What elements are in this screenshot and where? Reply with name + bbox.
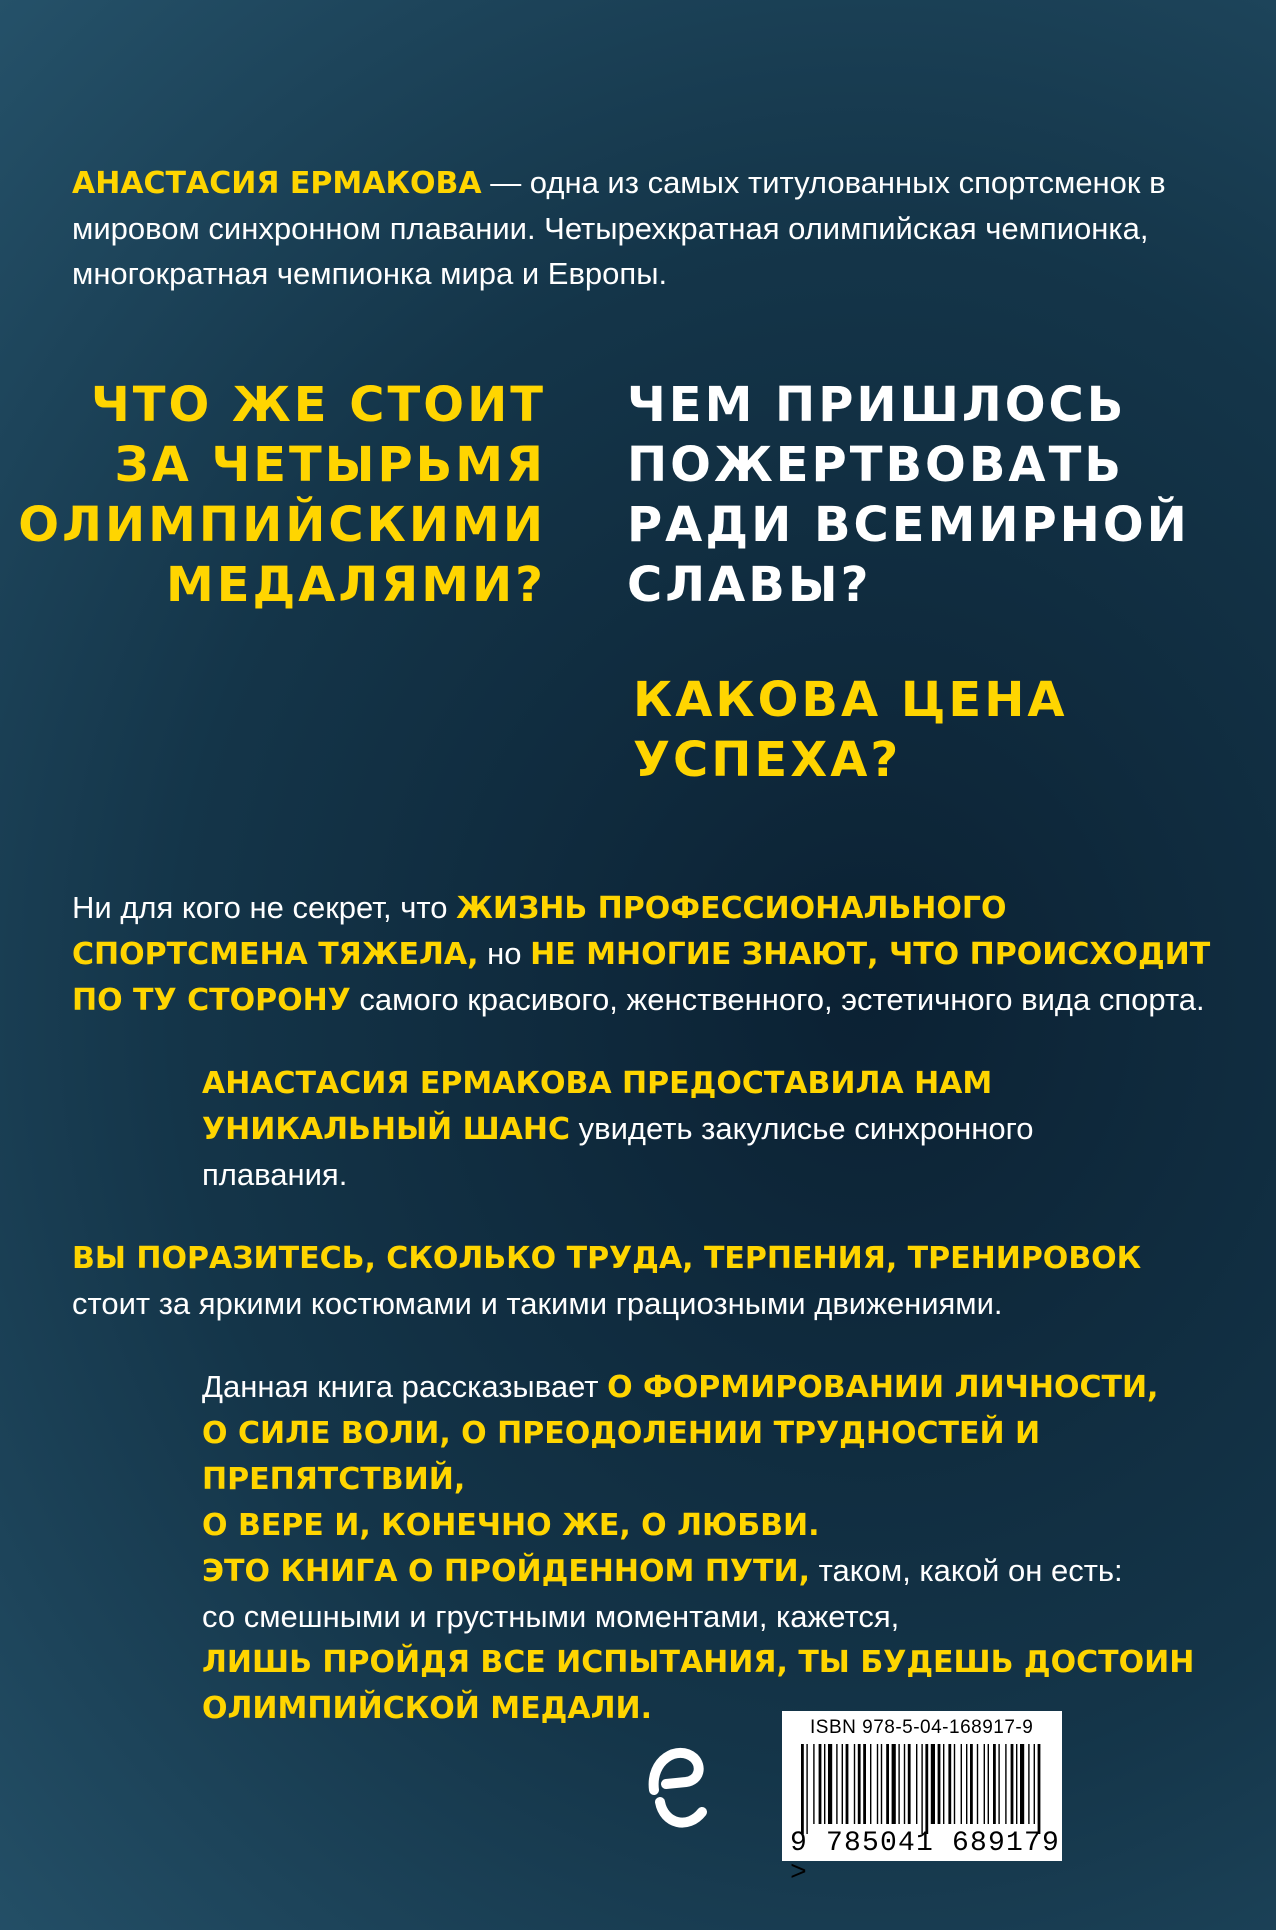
barcode-bar [970, 1744, 973, 1824]
barcode-bar [819, 1744, 822, 1824]
headline-right [627, 375, 1247, 615]
barcode-bar [948, 1744, 951, 1824]
headline-left [0, 375, 546, 615]
barcode-bar [925, 1744, 928, 1834]
barcode-bar [954, 1744, 955, 1824]
headline-line: КАКОВА ЦЕНА [633, 672, 1068, 728]
barcode-bar [1038, 1744, 1041, 1834]
barcode-bar [881, 1744, 882, 1824]
barcode-bar [943, 1744, 944, 1824]
barcode-bar [898, 1744, 899, 1824]
headline-line: ЗА ЧЕТЫРЬМЯ [114, 437, 546, 493]
text-span: самого красивого, женственного, эстетичного вида спорта. [350, 982, 1205, 1017]
isbn-digits: 9 785041 689179 > [790, 1828, 1061, 1889]
barcode-bar [908, 1744, 911, 1824]
barcode-bar [904, 1744, 905, 1824]
barcode-bar [961, 1744, 962, 1824]
highlight-span: О ВЕРЕ И, КОНЕЧНО ЖЕ, О ЛЮБВИ. [202, 1508, 820, 1543]
barcode-bar [824, 1744, 825, 1824]
paragraph-4 [202, 1364, 1262, 1731]
barcode-bar [977, 1744, 978, 1824]
barcode-bar [993, 1744, 996, 1824]
eksmo-logo-icon [646, 1740, 708, 1832]
highlight-span: ОЛИМПИЙСКОЙ МЕДАЛИ. [202, 1691, 652, 1726]
barcode-bar [846, 1744, 849, 1824]
text-span: стоит за яркими костюмами и такими грациозными движениями. [72, 1286, 1003, 1321]
barcode-bar [1034, 1744, 1035, 1824]
highlight-span: НЕ МНОГИЕ ЗНАЮТ, ЧТО ПРОИСХОДИТ ПО ТУ СТОРОНУ [72, 937, 1211, 1018]
barcode-bar [1020, 1744, 1024, 1824]
text-span: но [478, 936, 531, 971]
paragraph-1 [72, 885, 1242, 1023]
barcode-bar [892, 1744, 896, 1824]
barcode-bar [931, 1744, 935, 1824]
headline-line: ПОЖЕРТВОВАТЬ [627, 437, 1124, 493]
barcode-bar [984, 1744, 985, 1824]
barcode-bar [863, 1744, 866, 1824]
barcode-bar [938, 1744, 941, 1824]
barcode-icon [797, 1744, 1049, 1836]
headline-line: ЧТО ЖЕ СТОИТ [91, 377, 546, 433]
barcode-bar [801, 1744, 804, 1834]
isbn-barcode-box [782, 1711, 1062, 1889]
text-span: таком, какой он есть: [810, 1553, 1123, 1588]
author-name: АНАСТАСИЯ ЕРМАКОВА [72, 166, 482, 201]
headline-bottom [633, 670, 1133, 790]
barcode-bar [988, 1744, 989, 1824]
headline-line: ЧЕМ ПРИШЛОСЬ [627, 377, 1127, 433]
highlight-span: О СИЛЕ ВОЛИ, О ПРЕОДОЛЕНИИ ТРУДНОСТЕЙ И ПРЕПЯТСТВИЙ, [202, 1416, 1041, 1497]
barcode-bar [966, 1744, 967, 1824]
barcode-bar [828, 1744, 832, 1824]
barcode-bar [921, 1744, 922, 1834]
headline-line: ОЛИМПИЙСКИМИ [18, 497, 546, 553]
highlight-span: АНАСТАСИЯ ЕРМАКОВА ПРЕДОСТАВИЛА НАМ УНИКАЛЬНЫЙ ШАНС [202, 1066, 993, 1147]
paragraph-2 [202, 1060, 1102, 1197]
barcode-bar [870, 1744, 871, 1824]
barcode-bar [813, 1744, 814, 1824]
barcode-bar [1005, 1744, 1006, 1824]
barcode-bar [1011, 1744, 1014, 1824]
barcode-bar [916, 1744, 917, 1824]
highlight-span: ВЫ ПОРАЗИТЕСЬ, СКОЛЬКО ТРУДА, ТЕРПЕНИЯ, ТРЕНИРОВОК [72, 1241, 1142, 1276]
bio-text: — одна из самых титулованных спортсменок в мировом синхронном плавании. Четырехкратная олимпийская чемпионка, многократная чемпионка мира и Европы. [72, 165, 1166, 291]
highlight-span: ЛИШЬ ПРОЙДЯ ВСЕ ИСПЫТАНИЯ, ТЫ БУДЕШЬ ДОСТОИН [202, 1645, 1195, 1680]
logo-lower-arc [660, 1802, 702, 1823]
barcode-bar [998, 1744, 999, 1824]
barcode-bar [886, 1744, 889, 1824]
headline-line: УСПЕХА? [633, 732, 902, 788]
highlight-span: ЖИЗНЬ ПРОФЕССИОНАЛЬНОГО СПОРТСМЕНА ТЯЖЕЛА, [72, 891, 1007, 972]
logo-upper-arc [654, 1753, 699, 1790]
barcode-bar [858, 1744, 861, 1824]
text-span: Данная книга рассказывает [202, 1369, 608, 1404]
paragraph-3 [72, 1235, 1172, 1326]
barcode-bar [854, 1744, 855, 1824]
barcode-bar [1028, 1744, 1029, 1824]
isbn-label: ISBN 978-5-04-168917-9 [810, 1717, 1034, 1738]
text-span: увидеть закулисье синхронного плавания. [202, 1111, 1034, 1192]
highlight-span: О ФОРМИРОВАНИИ ЛИЧНОСТИ, [607, 1370, 1159, 1405]
author-bio [72, 160, 1222, 296]
headline-line: СЛАВЫ? [627, 557, 872, 613]
barcode-bar [806, 1744, 807, 1834]
text-span: Ни для кого не секрет, что [72, 890, 457, 925]
barcode-bar [836, 1744, 837, 1824]
barcode-bar [1016, 1744, 1017, 1824]
barcode-bar [877, 1744, 878, 1824]
headline-line: РАДИ ВСЕМИРНОЙ [627, 497, 1190, 553]
text-span: со смешными и грустными моментами, кажется, [202, 1599, 900, 1634]
highlight-span: ЭТО КНИГА О ПРОЙДЕННОМ ПУТИ, [202, 1554, 811, 1589]
headline-line: МЕДАЛЯМИ? [165, 557, 546, 613]
barcode-bar [842, 1744, 843, 1824]
